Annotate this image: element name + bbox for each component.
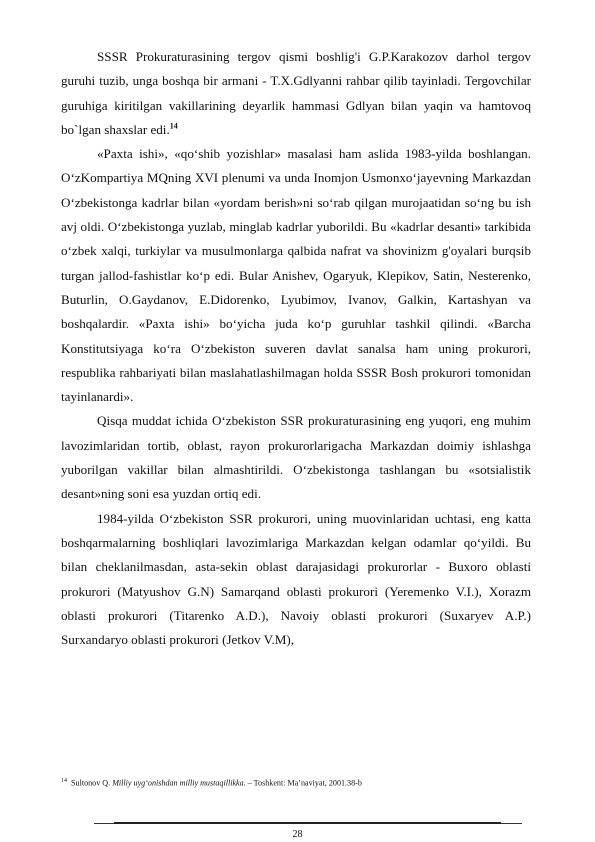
- paragraph-3-text: Qisqa muddat ichida O‘zbekiston SSR prokuraturasining eng yuqori, eng muhim lavozimlaridan tortib, oblast, rayon prokurorlarigacha Markazdan doimiy ishlashga yuborilgan vakillar bilan almashtirildi. O‘zbekistonga tashlangan bu «sotsialistik desant»ning soni esa yuzdan ortiq edi.: [61, 413, 531, 502]
- paragraph-1-text: SSSR Prokuraturasining tergov qismi boshlig'i G.P.Karakozov darhol tergov guruhi tuzib, unga boshqa bir armani - T.X.Gdlyanni rahbar qilib tayinladi. Tergovchilar guruhiga kiritilgan vakillarining deyarlik hammasi Gdlyan bilan yaqin va hamtovoq bo`lgan shaxslar edi.: [61, 49, 531, 137]
- footnote-publication: – Toshkent: Ma’naviyat, 2001.38-b: [245, 778, 362, 788]
- paragraph-4: [61, 507, 531, 653]
- footnote-reference[interactable]: 14: [169, 121, 178, 131]
- body-text: [61, 45, 531, 652]
- paragraph-1: [61, 45, 531, 142]
- paragraph-3: [61, 409, 531, 506]
- paragraph-2-text: «Paxta ishi», «qo‘shib yozishlar» masalasi ham aslida 1983-yilda boshlangan. O‘zKompartiya MQning XVI plenumi va unda Inomjon Usmonxo‘jayevning Markazdan O‘zbekistonga kadrlar bilan «yordam berish»ni so‘rab qilgan murojaatidan so‘ng bu ish avj oldi. O‘zbekistonga yuzlab, minglab kadrlar yuborildi. Bu «kadrlar desanti» tarkibida o‘zbek xalqi, turkiylar va musulmonlarga qalbida nafrat va shovinizm g'oyalari burqsib turgan jallod-fashistlar ko‘p edi. Bular Anishev, Ogaryuk, Klepikov, Satin, Nesterenko, Buturlin, O.Gaydanov, E.Didorenko, Lyubimov, Ivanov, Galkin, Kartashyan va boshqalardir. «Paxta ishi» bo‘yicha juda ko‘p guruhlar tashkil qilindi. «Barcha Konstitutsiyaga ko‘ra O‘zbekiston suveren davlat sanalsa ham uning prokurori, respublika rahbariyati bilan maslahatlashilmagan holda SSSR Bosh prokurori tomonidan tayinlanardi».: [61, 146, 531, 405]
- page-number: 28: [292, 829, 303, 840]
- footnote: [61, 776, 541, 789]
- paragraph-2: [61, 142, 531, 409]
- footnote-title: Milliy uyg‘onishdan milliy mustaqillikka.: [112, 778, 246, 788]
- paragraph-4-text: 1984-yilda O‘zbekiston SSR prokurori, uning muovinlaridan uchtasi, eng katta boshqarmalarning boshliqlari lavozimlariga Markazdan kelgan odamlar qo‘yildi. Bu bilan cheklanilmasdan, asta-sekin oblast darajasidagi prokurorlar - Buxoro oblasti prokurori (Matyushov G.N) Samarqand oblasti prokurori (Yeremenko V.I.), Xorazm oblasti prokurori (Titarenko A.D.), Navoiy oblasti prokurori (Suxaryev A.P.) Surxandaryo oblasti prokurori (Jetkov V.M),: [61, 510, 531, 648]
- footnote-number: 14: [61, 778, 67, 784]
- footnote-author: Sultonov Q.: [71, 778, 113, 788]
- footer-rule-thick: [114, 822, 501, 824]
